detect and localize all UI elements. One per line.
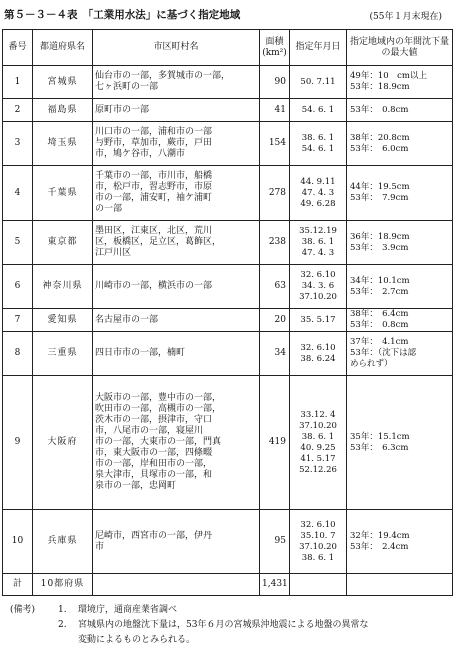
- designation-dates-line: 50. 7.11: [300, 76, 336, 87]
- prefecture-name: 神奈川県: [33, 265, 93, 309]
- notes-label: (備考): [10, 605, 36, 615]
- designation-dates-line: 37.10.20: [299, 541, 337, 552]
- designation-dates-line: 38. 6.24: [300, 353, 336, 364]
- city-list: [93, 166, 260, 221]
- prefecture-name: 埼玉県: [33, 122, 93, 166]
- designation-dates-line: 40. 9.25: [300, 442, 336, 453]
- designation-dates-line: 37.10.20: [299, 420, 337, 431]
- max-subsidence-line: 53年： 2.7cm: [350, 286, 409, 297]
- table-row: [3, 221, 453, 265]
- designation-dates-line: 47. 4. 3: [301, 248, 335, 258]
- row-number: 6: [3, 265, 33, 309]
- max-subsidence-line: められず）: [350, 359, 393, 369]
- max-subsidence-line: 36年：18.9cm: [350, 231, 410, 242]
- max-subsidence-line: 35年：15.1cm: [350, 431, 410, 442]
- city-list-line: 四日市市の一部，楠町: [95, 348, 186, 358]
- max-subsidence: [347, 332, 453, 376]
- designation-dates-line: 32. 6.10: [300, 519, 336, 530]
- city-list-line: 千葉市の一部，市川市，船橋: [95, 171, 213, 181]
- max-subsidence-line: 53年： 0.8cm: [350, 104, 409, 115]
- max-subsidence-line: 38年： 6.4cm: [350, 309, 409, 319]
- table-row: [3, 66, 453, 99]
- city-list-line: 与野市，草加市，蕨市，戸田: [95, 138, 213, 148]
- designation-dates-line: 38. 6. 1: [301, 132, 335, 143]
- designation-dates-line: 54. 6. 1: [301, 143, 335, 154]
- designation-dates: [290, 66, 347, 99]
- city-list: [93, 376, 260, 510]
- area-value: 20: [260, 309, 290, 332]
- as-of-date: (55年１月末現在): [369, 12, 442, 22]
- designation-dates-line: 52.12.26: [299, 464, 337, 475]
- max-subsidence-line: 53年： 6.3cm: [350, 442, 409, 453]
- area-value: 34: [260, 332, 290, 376]
- max-subsidence: [347, 309, 453, 332]
- max-subsidence-line: 44年：19.5cm: [350, 182, 410, 192]
- row-number: 3: [3, 122, 33, 166]
- table-row: [3, 166, 453, 221]
- table-row: [3, 510, 453, 574]
- table-row: [3, 309, 453, 332]
- city-list-line: 区，板橋区，足立区，葛飾区，: [95, 237, 222, 247]
- header-area: 面積(km²): [260, 30, 290, 66]
- row-number: 8: [3, 332, 33, 376]
- city-list-line: 川口市の一部，浦和市の一部: [95, 127, 213, 137]
- designation-dates: [290, 99, 347, 122]
- max-subsidence-line: 38年：20.8cm: [350, 132, 410, 143]
- max-subsidence: [347, 66, 453, 99]
- row-number: 5: [3, 221, 33, 265]
- total-empty: [347, 574, 453, 596]
- prefecture-name: 福島県: [33, 99, 93, 122]
- header-pref: 都道府県名: [33, 30, 93, 66]
- max-subsidence: [347, 99, 453, 122]
- area-value: 90: [260, 66, 290, 99]
- designation-dates-line: 54. 6. 1: [301, 104, 335, 115]
- total-area: 1,431: [260, 574, 290, 596]
- header-designated: 指定年月日: [290, 30, 347, 66]
- designation-dates: [290, 309, 347, 332]
- table-row: [3, 332, 453, 376]
- designation-dates: [290, 332, 347, 376]
- city-list-line: 尼崎市，西宮市の一部，伊丹: [95, 530, 213, 541]
- city-list: [93, 332, 260, 376]
- table-row: [3, 122, 453, 166]
- designation-dates: [290, 510, 347, 574]
- city-list-line: 仙台市の一部，多賀城市の一部，: [95, 71, 231, 81]
- designation-dates-line: 44. 9.11: [300, 176, 336, 187]
- prefecture-name: 大阪府: [33, 376, 93, 510]
- designation-dates-line: 35.12.19: [299, 226, 337, 236]
- header-no: 番号: [3, 30, 33, 66]
- area-value: 278: [260, 166, 290, 221]
- max-subsidence: [347, 376, 453, 510]
- city-list: [93, 66, 260, 99]
- city-list-line: 泉大津市，貝塚市の一部，和: [95, 470, 213, 480]
- table-title: 第５－３－４表 「工業用水法」に基づく指定地域: [4, 9, 241, 21]
- max-subsidence-line: 53年： 0.8cm: [350, 320, 409, 330]
- city-list: [93, 510, 260, 574]
- designation-dates-line: 47. 4. 3: [301, 187, 335, 198]
- designation-dates: [290, 122, 347, 166]
- max-subsidence-line: 34年：10.1cm: [350, 275, 410, 286]
- designation-dates-line: 38. 6. 1: [301, 552, 335, 563]
- designation-dates: [290, 265, 347, 309]
- notes: [10, 603, 368, 648]
- designation-dates-line: 35.10. 7: [300, 530, 336, 541]
- table-row: [3, 99, 453, 122]
- note-text-continued: 変動によるものとみられる。: [78, 635, 196, 645]
- city-list-line: 市の一部，大東市の一部，門真: [95, 437, 222, 447]
- prefecture-name: 宮城県: [33, 66, 93, 99]
- note-text: 環境庁，通商産業省調べ: [78, 605, 178, 615]
- row-number: 10: [3, 510, 33, 574]
- prefecture-name: 東京都: [33, 221, 93, 265]
- row-number: 9: [3, 376, 33, 510]
- max-subsidence-line: 37年： 4.1cm: [350, 337, 409, 347]
- note-number: 2.: [58, 620, 67, 630]
- city-list-line: 市: [95, 541, 105, 552]
- total-label: 計: [3, 574, 33, 596]
- city-list-line: 泉市の一部，忠岡町: [95, 481, 177, 491]
- designation-dates-line: 34. 3. 6: [301, 281, 335, 291]
- max-subsidence-line: 53年：（沈下は認: [350, 348, 417, 358]
- max-subsidence-line: 53年： 2.4cm: [350, 541, 409, 552]
- city-list-line: 吹田市の一部，高槻市の一部，: [95, 404, 222, 414]
- max-subsidence: [347, 122, 453, 166]
- max-subsidence-line: 53年：18.9cm: [350, 82, 410, 92]
- designation-dates-line: 37.10.20: [299, 292, 337, 302]
- prefecture-name: 愛知県: [33, 309, 93, 332]
- area-value: 154: [260, 122, 290, 166]
- designation-dates-line: 33.12. 4: [300, 409, 336, 420]
- designation-dates-line: 38. 6. 1: [301, 431, 335, 442]
- note-row-1: [10, 603, 368, 618]
- prefecture-name: 三重県: [33, 332, 93, 376]
- total-empty: [290, 574, 347, 596]
- table-body: [3, 66, 453, 596]
- max-subsidence-line: 53年： 6.0cm: [350, 143, 409, 154]
- table-row: [3, 265, 453, 309]
- city-list-line: の一部: [95, 204, 123, 214]
- designation-dates: [290, 376, 347, 510]
- designation-dates: [290, 166, 347, 221]
- city-list: [93, 122, 260, 166]
- row-number: 1: [3, 66, 33, 99]
- designation-dates-line: 49. 6.28: [300, 198, 336, 209]
- max-subsidence: [347, 510, 453, 574]
- row-number: 2: [3, 99, 33, 122]
- area-value: 419: [260, 376, 290, 510]
- total-row: [3, 574, 453, 596]
- city-list-line: 市，松戸市，習志野市，市原: [95, 182, 213, 192]
- note-text: 宮城県内の地盤沈下量は，53年６月の宮城県沖地震による地盤の異常な: [78, 620, 369, 630]
- area-value: 95: [260, 510, 290, 574]
- city-list-line: 市，鳩ケ谷市，八潮市: [95, 149, 186, 159]
- city-list: [93, 221, 260, 265]
- city-list-line: 墨田区，江東区，北区，荒川: [95, 226, 213, 236]
- max-subsidence: [347, 166, 453, 221]
- row-number: 4: [3, 166, 33, 221]
- designated-areas-table: [2, 29, 453, 596]
- max-subsidence-line: 32年：19.4cm: [350, 530, 410, 541]
- prefecture-name: 千葉県: [33, 166, 93, 221]
- header-city: 市区町村名: [93, 30, 260, 66]
- max-subsidence-line: 53年： 7.9cm: [350, 193, 409, 203]
- total-empty: [93, 574, 260, 596]
- city-list-line: 市，八尾市の一部，寝屋川: [95, 426, 204, 436]
- city-list-line: 原町市の一部: [95, 104, 150, 115]
- designation-dates-line: 41. 5.17: [300, 453, 336, 464]
- max-subsidence: [347, 221, 453, 265]
- area-value: 41: [260, 99, 290, 122]
- note-row-2: [10, 618, 368, 633]
- city-list-line: 名古屋市の一部: [95, 314, 159, 325]
- note-number: 1.: [58, 605, 67, 615]
- city-list-line: 大阪市の一部，豊中市の一部，: [95, 393, 222, 403]
- total-prefectures: 10都府県: [33, 574, 93, 596]
- table-row: [3, 376, 453, 510]
- designation-dates: [290, 221, 347, 265]
- prefecture-name: 兵庫県: [33, 510, 93, 574]
- max-subsidence: [347, 265, 453, 309]
- city-list-line: 江戸川区: [95, 248, 132, 258]
- city-list-line: 川崎市の一部，横浜市の一部: [95, 281, 213, 291]
- max-subsidence-line: 53年： 3.9cm: [350, 242, 409, 253]
- designation-dates-line: 38. 6. 1: [301, 237, 335, 247]
- city-list: [93, 309, 260, 332]
- city-list: [93, 265, 260, 309]
- city-list-line: 七ヶ浜町の一部: [95, 82, 159, 92]
- city-list-line: 市の一部，浦安町，袖ケ浦町: [95, 193, 213, 203]
- city-list-line: 茨木市の一部，摂津市，守口: [95, 415, 213, 425]
- designation-dates-line: 32. 6.10: [300, 270, 336, 280]
- header-row: [3, 30, 453, 66]
- area-value: 238: [260, 221, 290, 265]
- city-list: [93, 99, 260, 122]
- max-subsidence-line: 49年：10 cm以上: [350, 71, 427, 81]
- designation-dates-line: 32. 6.10: [300, 342, 336, 353]
- city-list-line: 市，東大阪市の一部，四條畷: [95, 448, 213, 458]
- header-subsidence: 指定地域内の年間沈下量の最大値: [347, 30, 453, 66]
- row-number: 7: [3, 309, 33, 332]
- area-value: 63: [260, 265, 290, 309]
- designation-dates-line: 35. 5.17: [300, 314, 336, 325]
- city-list-line: 市の一部，岸和田市の一部，: [95, 459, 213, 469]
